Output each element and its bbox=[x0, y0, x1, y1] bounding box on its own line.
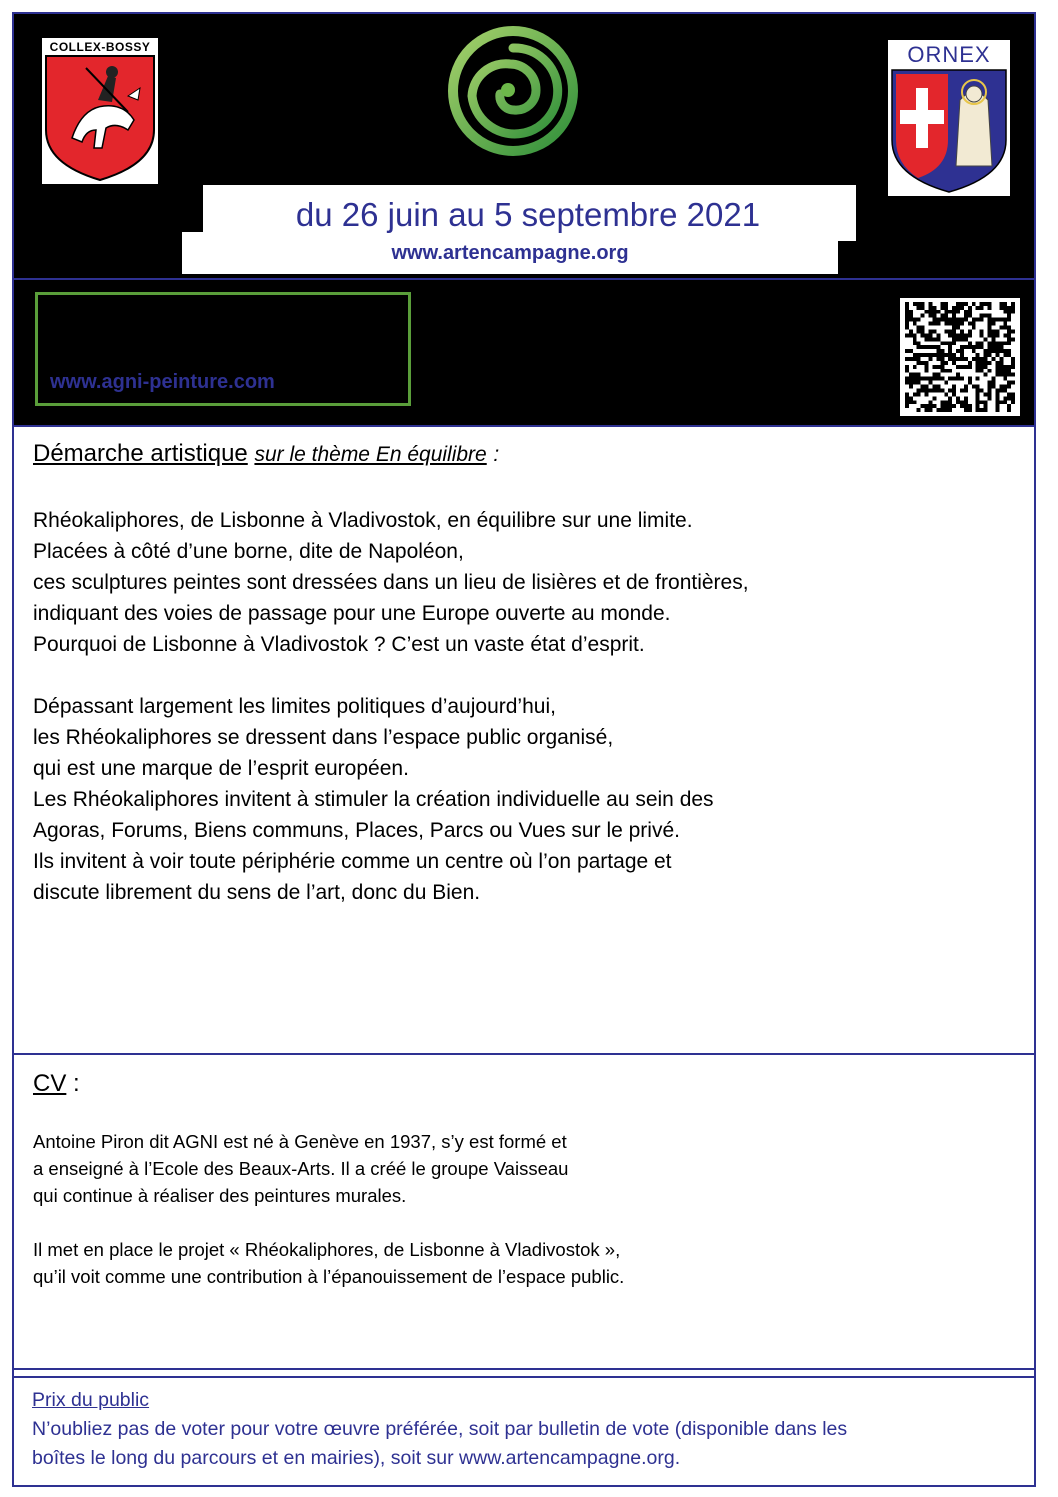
text-line: qui continue à réaliser des peintures murales. bbox=[33, 1185, 407, 1206]
text-line: Antoine Piron dit AGNI est né à Genève en 1937, s’y est formé et bbox=[33, 1131, 567, 1152]
right-crest-name: ORNEX bbox=[907, 42, 991, 67]
text-line: indiquant des voies de passage pour une Europe ouverte au monde. bbox=[33, 602, 671, 625]
demarche-paragraph-1 bbox=[33, 505, 1034, 660]
text-line: qui est une marque de l’esprit européen. bbox=[33, 757, 409, 780]
divider bbox=[14, 425, 1034, 427]
collex-bossy-shield-icon bbox=[42, 38, 158, 184]
text-line: ces sculptures peintes sont dressées dans un lieu de lisières et de frontières, bbox=[33, 571, 749, 594]
text-line: Ils invitent à voir toute périphérie comme un centre où l’on partage et bbox=[33, 850, 672, 873]
cv-colon: : bbox=[73, 1070, 80, 1097]
text-line: discute librement du sens de l’art, donc du Bien. bbox=[33, 881, 481, 904]
demarche-subheading: sur le thème En équilibre bbox=[254, 443, 487, 466]
artist-website-link[interactable]: www.agni-peinture.com bbox=[50, 371, 275, 393]
collex-bossy-crest bbox=[42, 38, 158, 184]
text-line: Rhéokaliphores, de Lisbonne à Vladivostok, en équilibre sur une limite. bbox=[33, 509, 693, 532]
demarche-heading-row bbox=[33, 440, 1034, 468]
demarche-text bbox=[33, 505, 1034, 939]
text-line: Placées à côté d’une borne, dite de Napoléon, bbox=[33, 540, 464, 563]
demarche-heading: Démarche artistique bbox=[33, 440, 248, 467]
prix-heading: Prix du public bbox=[32, 1389, 150, 1411]
qr-code[interactable] bbox=[900, 298, 1020, 416]
cv-text bbox=[33, 1128, 1034, 1317]
cv-heading: CV bbox=[33, 1070, 67, 1097]
text-line: les Rhéokaliphores se dressent dans l’espace public organisé, bbox=[33, 726, 614, 749]
qr-code-icon bbox=[900, 298, 1020, 416]
prix-du-public bbox=[32, 1386, 1034, 1473]
divider bbox=[14, 1368, 1034, 1370]
text-line: Dépassant largement les limites politiques d’aujourd’hui, bbox=[33, 695, 556, 718]
text-line: boîtes le long du parcours et en mairies), soit sur www.artencampagne.org. bbox=[32, 1447, 681, 1469]
demarche-paragraph-2 bbox=[33, 691, 1034, 908]
text-line: N’oubliez pas de voter pour votre œuvre préférée, soit par bulletin de vote (disponible dans les bbox=[32, 1418, 848, 1440]
ornex-crest bbox=[888, 40, 1010, 196]
text-line: a enseigné à l’Ecole des Beaux-Arts. Il a créé le groupe Vaisseau bbox=[33, 1158, 569, 1179]
festival-website-link[interactable]: www.artencampagne.org bbox=[391, 242, 629, 264]
artist-name-box bbox=[35, 292, 411, 406]
text-line: Agoras, Forums, Biens communs, Places, Parcs ou Vues sur le privé. bbox=[33, 819, 680, 842]
cv-paragraph-1 bbox=[33, 1128, 1034, 1209]
text-line: Les Rhéokaliphores invitent à stimuler la création individuelle au sein des bbox=[33, 788, 714, 811]
demarche-colon: : bbox=[493, 443, 500, 466]
divider bbox=[14, 1376, 1034, 1378]
event-dates: du 26 juin au 5 septembre 2021 bbox=[295, 196, 761, 233]
text-line: Pourquoi de Lisbonne à Vladivostok ? C’est un vaste état d’esprit. bbox=[33, 633, 645, 656]
cv-paragraph-2 bbox=[33, 1236, 1034, 1290]
cv-heading-row bbox=[33, 1070, 1034, 1098]
art-en-campagne-spiral-logo-icon bbox=[448, 26, 578, 156]
left-crest-name: COLLEX-BOSSY bbox=[49, 40, 151, 54]
divider bbox=[14, 1053, 1034, 1055]
text-line: Il met en place le projet « Rhéokaliphores, de Lisbonne à Vladivostok », bbox=[33, 1239, 621, 1260]
text-line: qu’il voit comme une contribution à l’épanouissement de l’espace public. bbox=[33, 1266, 625, 1287]
